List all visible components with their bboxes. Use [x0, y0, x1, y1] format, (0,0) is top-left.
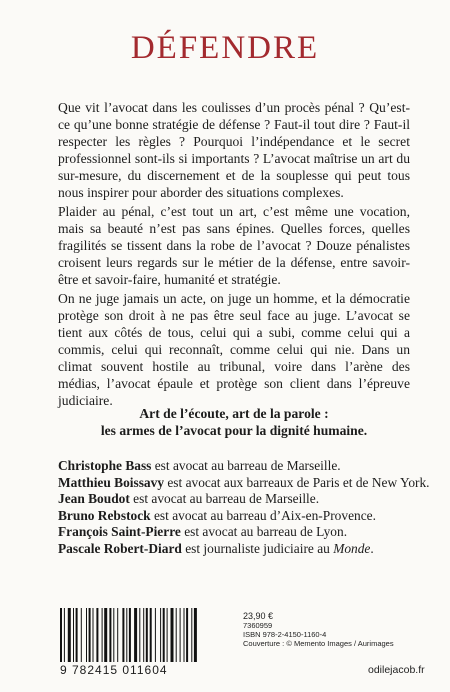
- author-description-italic: Monde: [333, 540, 371, 556]
- barcode-bar: [104, 608, 107, 662]
- barcode-bar: [194, 608, 197, 662]
- barcode-bar: [184, 608, 185, 662]
- barcode-bar: [150, 608, 152, 662]
- author-entry: [58, 491, 418, 508]
- barcode-bar: [73, 608, 74, 662]
- barcode-bar: [186, 608, 188, 662]
- author-name: Bruno Rebstock: [58, 507, 151, 523]
- book-title: DÉFENDRE: [130, 30, 320, 66]
- blurb-paragraph-3: On ne juge jamais un acte, on juge un homme, et la démocratie protège son droit à ne pas être seul face au juge. L’avocat se tient aux côtés de tous, celui qui a subi, comme celui qui a commis, celui qui reconnaît, comme celui qui nie. Dans un climat souvent hostile au tribunal, voire dans l’arène des médias, l’avocat épaule et protège son client dans l’épreuve judiciaire.: [58, 291, 410, 408]
- blurb-paragraph-1: Que vit l’avocat dans les coulisses d’un procès pénal ? Qu’est-ce qu’une bonne stratégie de défense ? Faut-il tout dire ? Faut-il respecter les règles ? Pourquoi l’indépendance et le secret professionnel sont-ils si importants ? L’avocat maîtrise un art du sur-mesure, du discernement et de la souplesse qui peut tous nous inspirer pour aborder des situations complexes.: [58, 100, 410, 200]
- author-name: Matthieu Boissavy: [58, 474, 165, 490]
- barcode-number: 9 782415 011604: [60, 663, 168, 677]
- barcode-bar: [171, 608, 174, 662]
- publisher-website: odilejacob.fr: [368, 664, 425, 676]
- tagline-line-2: les armes de l’avocat pour la dignité humaine.: [100, 423, 368, 438]
- barcode-bar: [129, 608, 131, 662]
- barcode-bar: [64, 608, 65, 662]
- author-description: est avocat au barreau de Marseille.: [129, 491, 320, 507]
- price: 23,90 €: [243, 611, 274, 621]
- author-description: est avocat au barreau d’Aix-en-Provence.: [150, 507, 376, 523]
- barcode-bar: [117, 608, 118, 662]
- author-description: est avocat aux barreaux de Paris et de New York.: [164, 474, 430, 490]
- barcode-bar: [160, 608, 161, 662]
- barcode: [60, 608, 232, 662]
- barcode-bar: [86, 608, 87, 662]
- product-code: 7360959: [243, 621, 273, 630]
- author-entry: [58, 524, 418, 541]
- blurb-paragraph-2: Plaider au pénal, c’est tout un art, c’est même une vocation, mais sa beauté n’est pas sans épines. Quelles forces, quelles fragilités se tissent dans la robe de l’avocat ? Douze pénalistes croisent leurs regards sur le métier de la défense, entre savoir-être et savoir-faire, humanité et stratégie.: [58, 204, 410, 287]
- author-entry: [58, 541, 418, 558]
- author-name: Christophe Bass: [58, 458, 152, 473]
- barcode-bar: [146, 608, 148, 662]
- author-name: Jean Boudot: [58, 491, 130, 507]
- barcode-bar: [81, 608, 82, 662]
- author-name: François Saint-Pierre: [58, 524, 181, 540]
- author-entry: [58, 474, 430, 492]
- author-entry: [58, 458, 418, 475]
- author-description: est avocat au barreau de Lyon.: [180, 524, 348, 540]
- barcode-bar: [155, 608, 156, 662]
- barcode-bar: [93, 608, 94, 662]
- barcode-bar: [134, 608, 137, 662]
- barcode-bar: [167, 608, 168, 662]
- publication-info: [243, 612, 423, 648]
- barcode-bar: [89, 608, 91, 662]
- barcode-bar: [139, 608, 140, 662]
- author-list: [58, 458, 430, 558]
- barcode-bar: [96, 608, 98, 662]
- author-description: est journaliste judiciaire au: [181, 540, 334, 556]
- barcode-bar: [60, 608, 62, 662]
- back-matter: [60, 608, 425, 677]
- barcode-bar: [68, 608, 71, 662]
- tagline-line-1: Art de l’écoute, art de la parole :: [139, 406, 329, 421]
- barcode-bar: [180, 608, 181, 662]
- author-name: Pascale Robert-Diard: [58, 540, 182, 556]
- barcode-bar: [113, 608, 114, 662]
- cover-credit: Couverture : © Memento Images / Aurimages: [243, 639, 394, 648]
- isbn: ISBN 978-2-4150-1160-4: [243, 630, 327, 639]
- barcode-bar: [163, 608, 165, 662]
- barcode-bar: [109, 608, 111, 662]
- barcode-bar: [122, 608, 124, 662]
- author-description: est avocat au barreau de Marseille.: [151, 458, 341, 473]
- barcode-bar: [143, 608, 144, 662]
- author-description-end: .: [370, 540, 374, 556]
- barcode-bar: [102, 608, 103, 662]
- barcode-bar: [176, 608, 177, 662]
- barcode-bar: [126, 608, 127, 662]
- barcode-bar: [76, 608, 78, 662]
- tagline: [58, 405, 410, 439]
- barcode-bar: [191, 608, 192, 662]
- author-entry: [58, 508, 418, 525]
